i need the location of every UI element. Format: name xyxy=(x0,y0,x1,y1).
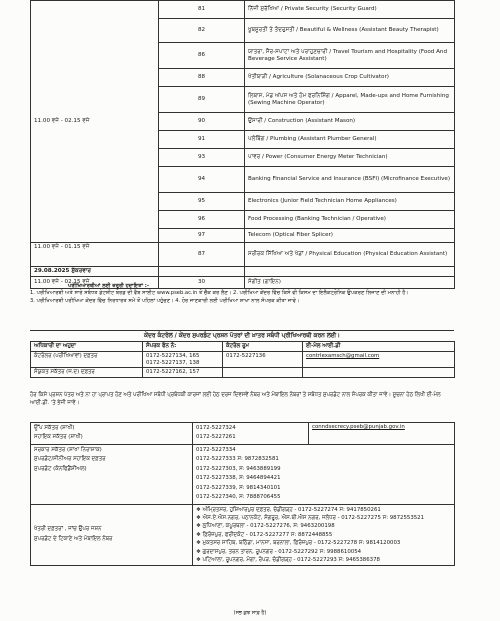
table-row xyxy=(31,351,455,368)
course-code: 95 xyxy=(159,193,245,211)
phone-line: 0172-5227261 xyxy=(196,434,236,441)
officer-name: ਸੁਪਰਡੰਟ (ਕੰਨਫਿਡੈਂਸ਼ੀਅਲ) xyxy=(34,465,87,472)
table-row xyxy=(31,423,455,445)
course-name: Banking Financial Service and Insurance (BSFI) (Microfinance Executive) xyxy=(245,167,455,193)
officer-name: ਖੇਤਰੀ ਦਫ਼ਤਰਾਂ , ਜਾਂਚ ਉਪਰ ਜਸ਼ਨ xyxy=(34,526,102,533)
course-code: 82 xyxy=(159,19,245,43)
course-name: Telecom (Optical Fiber Splicer) xyxy=(245,229,455,243)
officer-name: ਕੰਟਰੋਲਰ (ਪਰੀਖਿਆਵਾਂ) ਦਫ਼ਤਰ xyxy=(31,351,143,368)
column-header: ਕੰਟਰੋਲ ਰੂਮ xyxy=(223,342,303,352)
control-room-phone xyxy=(223,368,303,378)
list-item-text: ਗੁਰਦਾਸਪੁਰ, ਤਰਨ ਤਾਰਨ, ਰੂਪਨਗਰ - 0172-5227292 ਸ: 9988610054 xyxy=(202,548,362,555)
officer-cell xyxy=(31,423,193,445)
course-name: ਸਰੀਰਕ ਸਿੱਖਿਆ ਅਤੇ ਖੇਡਾਂ / Physical Education (Physical Education Assistant) xyxy=(245,243,455,267)
course-name: ਪਾਵਰ / Power (Consumer Energy Meter Technician) xyxy=(245,149,455,167)
contact-paragraph: ਹੋਰ ਕਿਸੇ ਪ੍ਰਸ਼ਨ ਪੱਤਰ ਅਤੇ ਨਾ ਹਾ ਪ੍ਰਾਪਤ ਹੋਣ ਅਤੇ ਪਰੀਖਿਆ ਸਬੰਧੀ ਪ੍ਰਬੰਧਕੀ ਕਾਰਜਾਂ ਲਈ ਹੇਠ ਦਰਜ ਦਿਵਸਵੇਂ ਨੰਬਰ ਅਤੇ ਮੋਬਾਇਲ ਨੰਬਰਾਂ ਤੇ ਸਬੰਧਤ ਸੁਪਰਡੰਟ ਨਾਲ ਸੰਪਰਕ ਕੀਤਾ ਜਾਵੇ। ਸੂਚਨਾ ਹੇਠ ਲਿਖੀ ਈ-ਮੇਲ ਆਈ.ਡੀ. 'ਤੇ ਭੇਜੀ ਜਾਵੇ। xyxy=(30,392,441,406)
exam-date: 29.08.2025 ਸ਼ੁੱਕਰਵਾਰ xyxy=(31,267,159,277)
table-row xyxy=(31,444,455,504)
control-room-phone: 0172-5227136 xyxy=(223,351,303,368)
course-name: ਪਲੰਬਿੰਗ / Plumbing (Assistant Plumber General) xyxy=(245,131,455,149)
phone-cell xyxy=(193,444,455,504)
course-name: ਖੇਤੀਬਾੜੀ / Agriculture (Solanaceous Crop Cultivator) xyxy=(245,69,455,87)
list-item-text: ਐਸ.ਏ.ਐਸ.ਨਗਰ, ਪਠਾਨਕੋਟ, ਸੰਗਰੂਰ, ਐਸ.ਬੀ.ਐਸ ਨਗਰ, ਜਲੰਧਰ - 0172-5227275 ਸ: 9872553521 xyxy=(202,515,425,521)
email-cell xyxy=(303,368,455,378)
instruction-line: 1. ਪਰੀਖਿਆਰਥੀ ਅਤੇ ਸਾਰੇ ਸਬੰਧਤ ਡੇਟਸ਼ੀਟ ਬੋਰਡ ਦੀ ਵੈਬ ਸਾਈਟ www.pseb.ac.in ਤੋਂ ਚੈੱਕ ਕਰ ਲੈਣ। 2. ਪਰੀਖਿਆ ਕੇਂਦਰ ਵਿੱਚ ਕਿਸੇ ਵੀ ਕਿਸਮ ਦਾ ਇਲੈਕਟ੍ਰੋਨਿਕ ਉਪਕਰਣ ਲਿਜਾਣ ਦੀ ਮਨਾਹੀ ਹੈ। xyxy=(30,290,409,297)
list-item-text: ਲੁਧਿਆਣਾ, ਕਪੂਰਥਲਾ - 0172-5227276, ਸ: 9463200198 xyxy=(202,523,335,530)
course-code: 30 xyxy=(159,277,245,289)
list-item: ❖ ਮੁਕਤਸਰ ਸਾਹਿਬ, ਬਠਿੰਡਾ, ਮਾਨਸਾ, ਬਰਨਾਲਾ, ਫ਼ਿਰੋਜ਼ਪੁਰ - 0172-5227278 ਸ: 9814120003 xyxy=(196,540,401,547)
officer-phone: 0172-5227162, 157 xyxy=(143,368,223,378)
list-item: ❖ ਐਸ.ਏ.ਐਸ.ਨਗਰ, ਪਠਾਨਕੋਟ, ਸੰਗਰੂਰ, ਐਸ.ਬੀ.ਐਸ ਨਗਰ, ਜਲੰਧਰ - 0172-5227275 ਸ: 9872553521 xyxy=(196,515,425,521)
table-row xyxy=(31,504,455,566)
phone-line: 0172-5227338, ਸ: 9464894421 xyxy=(196,475,281,482)
list-item: ❖ ਪਟਿਆਲਾ, ਰੂਪਨਗਰ, ਮੋਗਾ, ਰੋਪੜ, ਚੰਡੀਗੜ੍ਹ - 0172-5227293 ਸ: 9465386378 xyxy=(196,556,380,563)
list-item: ❖ ਲੁਧਿਆਣਾ, ਕਪੂਰਥਲਾ - 0172-5227276, ਸ: 9463200198 xyxy=(196,523,335,530)
course-code: 93 xyxy=(159,149,245,167)
course-code: 97 xyxy=(159,229,245,243)
officer-name: ਉੱਪ ਸਕੱਤਰ (ਸ਼ਾਖੀ) xyxy=(34,425,75,431)
candidate-instructions xyxy=(30,283,454,305)
phone-line: 0172-5227339, ਸ: 9814340101 xyxy=(196,484,281,491)
course-code: 88 xyxy=(159,69,245,87)
instructions-heading: ਪਰੀਖਿਆਰਥੀਆਂ ਲਈ ਜ਼ਰੂਰੀ ਹਦਾਇਤਾਂ :- xyxy=(68,283,150,289)
list-item: ❖ ਫ਼ਿਰੋਜ਼ਪੁਰ, ਫਰੀਦਕੋਟ - 0172-5227277 ਸ: 8872448855 xyxy=(196,531,333,538)
course-name: ਨਿੱਜੀ ਸੁਰੱਖਿਆ / Private Security (Security Guard) xyxy=(245,1,455,19)
officer-cell xyxy=(31,444,193,504)
phone-line: 0172-5227137, 138 xyxy=(146,359,200,366)
centre-contact-title: ਕੇਂਦਰ ਕੰਟਰੋਲ / ਕੇਂਦਰ ਸੁਪਰਡੰਟ ਪ੍ਰਸ਼ਨ ਪੱਤਰਾਂ ਦੀ ਖ਼ਾਤਰ ਸਬੰਧੀ ਪ੍ਰੀਖਿਆਰਥੀ ਕਰਨ ਲਈ। xyxy=(30,330,454,340)
table-row xyxy=(31,368,455,378)
list-item-text: ਅੰਮ੍ਰਿਤਸਰ, ਹੁਸ਼ਿਆਰਪੁਰ ਦਫ਼ਤਰ, ਚੰਡੀਗੜ੍ਹ - 0172-5227274 ਸ: 9417850261 xyxy=(202,506,381,513)
instruction-line: 3. ਪਰੀਖਿਆਰਥੀ ਪਰੀਖਿਆ ਕੇਂਦਰ ਵਿੱਚ ਨਿਰਧਾਰਤ ਸਮੇਂ ਤੋਂ ਪਹਿਲਾਂ ਪਹੁੰਚਣ। 4. ਹੋਰ ਜਾਣਕਾਰੀ ਲਈ ਪਰੀਖਿਆ ਸ਼ਾਖਾ ਨਾਲ ਸੰਪਰਕ ਕੀਤਾ ਜਾਵੇ। xyxy=(30,297,300,304)
course-name: ਯਾਤਰਾ, ਸੈਰ-ਸਪਾਟਾ ਅਤੇ ਪਰਾਹੁਣਚਾਰੀ / Travel Tourism and Hospitality (Food And Beverage Service Assistant) xyxy=(245,43,455,69)
phone-line: 0172-5227324 xyxy=(196,425,236,431)
email-link[interactable]: conndsecrecy.pseb@punjab.gov.in xyxy=(309,423,455,445)
officer-name: ਸੰਯੁਕਤ ਸਕੱਤਰ (ਜ.ਦ) ਦਫ਼ਤਰ xyxy=(31,368,143,378)
officer-name: ਸਰਕਾਰ ਸਕੱਤਰ (ਸ਼ਾਖਾ ਨਿਰਾਸ਼ਾਕ) xyxy=(34,446,102,453)
course-code: 96 xyxy=(159,211,245,229)
exam-schedule-table xyxy=(30,0,455,289)
course-code: 87 xyxy=(159,243,245,267)
time-slot-last: 11.00 ਵਜੇ - 02.15 ਵਜੇ xyxy=(31,277,159,289)
column-header: ਸੰਪਰਕ ਫੋਨ ਨੰ: xyxy=(143,342,223,352)
officer-name: ਸੁਪਰਡੰਟ/ਸੀਨੀਅਰ ਸਹਾਇਕ ਦਫ਼ਤਰ xyxy=(34,456,106,463)
officer-name: ਸਹਾਇਕ ਸਕੱਤਰ (ਸ਼ਾਖੀ) xyxy=(34,434,83,441)
officer-cell xyxy=(31,504,193,566)
course-name: ਸੰਗੀਤ (ਗਾਇਨ) xyxy=(245,277,455,289)
column-header: ਈ-ਮੇਲ ਆਈ.ਡੀ xyxy=(303,342,455,352)
course-code: 81 xyxy=(159,1,245,19)
phone-line: 0172-5227340, ਸ: 7888706455 xyxy=(196,494,281,501)
course-name: Food Processing (Banking Technician / Operative) xyxy=(245,211,455,229)
course-name: ਉਸਾਰੀ / Construction (Assistant Mason) xyxy=(245,113,455,131)
list-item-text: ਫ਼ਿਰੋਜ਼ਪੁਰ, ਫਰੀਦਕੋਟ - 0172-5227277 ਸ: 8872448855 xyxy=(202,531,333,538)
centre-contact-table xyxy=(30,341,455,378)
time-slot-cell xyxy=(31,1,159,243)
time-slot-pe: 11.00 ਵਜੇ - 01.15 ਵਜੇ xyxy=(31,243,159,267)
list-item: ❖ ਅੰਮ੍ਰਿਤਸਰ, ਹੁਸ਼ਿਆਰਪੁਰ ਦਫ਼ਤਰ, ਚੰਡੀਗੜ੍ਹ - 0172-5227274 ਸ: 9417850261 xyxy=(196,506,381,513)
phone-line: 0172-5227134, 165 xyxy=(146,352,200,359)
phone-line: 0172-5227303, ਸ: 9463889199 xyxy=(196,465,281,472)
course-code: 89 xyxy=(159,87,245,113)
email-link[interactable]: contrlexamsch@gmail.com xyxy=(303,351,455,368)
phone-line: 0172-5227333 ਸ: 9872832581 xyxy=(196,456,279,463)
officer-name: ਸੁਪਰਡੰਟ ਦੇ ਟਿਕਾਣੇ ਅਤੇ ਮੋਬਾਇਲ ਨੰਬਰ xyxy=(34,535,113,542)
list-item-text: ਪਟਿਆਲਾ, ਰੂਪਨਗਰ, ਮੋਗਾ, ਰੋਪੜ, ਚੰਡੀਗੜ੍ਹ - 0172-5227293 ਸ: 9465386378 xyxy=(202,556,380,563)
course-code: 94 xyxy=(159,167,245,193)
phone-line: 0172-5227334 xyxy=(196,446,236,453)
page-footer: (ਸਭ ਕੁਝ ਸਾਫ਼ ਹੈ) xyxy=(233,610,267,616)
course-name: ਲਿਬਾਸ, ਮੇਡ ਅੱਪਸ ਅਤੇ ਹੋਮ ਫਰਨਿਸ਼ਿੰਗ / Apparel, Made-ups and Home Furnishing (Sewing Machine Operator) xyxy=(245,87,455,113)
list-item-text: ਮੁਕਤਸਰ ਸਾਹਿਬ, ਬਠਿੰਡਾ, ਮਾਨਸਾ, ਬਰਨਾਲਾ, ਫ਼ਿਰੋਜ਼ਪੁਰ - 0172-5227278 ਸ: 9814120003 xyxy=(202,540,401,547)
time-slot-main: 11.00 ਵਜੇ - 02.15 ਵਜੇ xyxy=(34,118,90,124)
regional-contacts xyxy=(193,504,455,566)
course-name: Electronics (Junior Field Technician Home Appliances) xyxy=(245,193,455,211)
phone-cell xyxy=(193,423,309,445)
column-header: ਅਧਿਕਾਰੀ ਦਾ ਅਹੁਦਾ xyxy=(31,342,143,352)
course-name: ਖੂਬਸੂਰਤੀ ਤੇ ਤੰਦਰੁਸਤੀ / Beautiful & Wellness (Assistant Beauty Therapist) xyxy=(245,19,455,43)
branch-contact-table xyxy=(30,422,455,566)
course-code: 90 xyxy=(159,113,245,131)
officer-phone xyxy=(143,351,223,368)
course-code: 86 xyxy=(159,43,245,69)
course-code: 91 xyxy=(159,131,245,149)
list-item: ❖ ਗੁਰਦਾਸਪੁਰ, ਤਰਨ ਤਾਰਨ, ਰੂਪਨਗਰ - 0172-5227292 ਸ: 9988610054 xyxy=(196,548,362,555)
